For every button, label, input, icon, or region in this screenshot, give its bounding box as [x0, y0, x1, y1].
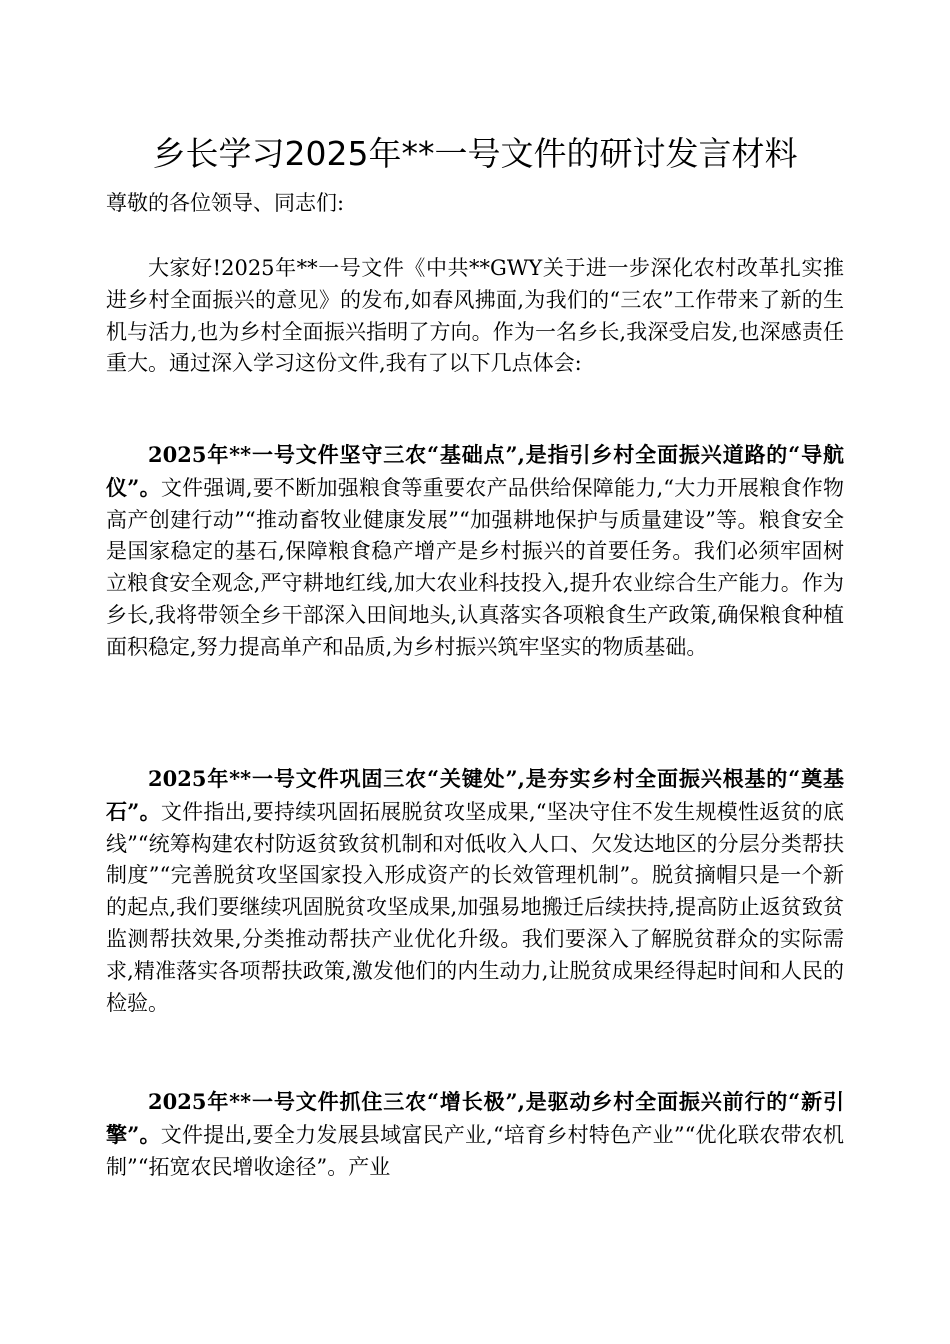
document-title: 乡长学习2025年**一号文件的研讨发言材料 — [152, 134, 798, 173]
paragraph-point-1-heading: 2025年**一号文件坚守三农“基础点”,是指引乡村全面振兴道路的“导航仪”。 — [106, 442, 844, 500]
paragraph-point-3 — [106, 1086, 844, 1183]
salutation: 尊敬的各位领导、同志们: — [106, 191, 345, 215]
paragraph-point-1 — [106, 439, 844, 664]
paragraph-point-2 — [106, 763, 844, 1019]
paragraph-intro — [106, 253, 844, 380]
paragraph-point-2-body: 文件指出,要持续巩固拓展脱贫攻坚成果,“坚决守住不发生规模性返贫的底线”“统筹构建农村防返贫致贫机制和对低收入人口、欠发达地区的分层分类帮扶制度”“完善脱贫攻坚国家投入形成资产的长效管理机制”。脱贫摘帽只是一个新的起点,我们要继续巩固脱贫攻坚成果,加强易地搬迁后续扶持,提高防止返贫致贫监测帮扶效果,分类推动帮扶产业优化升级。我们要深入了解脱贫群众的实际需求,精准落实各项帮扶政策,激发他们的内生动力,让脱贫成果经得起时间和人民的检验。 — [106, 799, 844, 1015]
document-page — [106, 0, 844, 1344]
paragraph-intro-body: 大家好!2025年**一号文件《中共**GWY关于进一步深化农村改革扎实推进乡村全面振兴的意见》的发布,如春风拂面,为我们的“三农”工作带来了新的生机与活力,也为乡村全面振兴指明了方向。作为一名乡长,我深受启发,也深感责任重大。通过深入学习这份文件,我有了以下几点体会: — [106, 256, 844, 376]
paragraph-point-3-body: 文件提出,要全力发展县域富民产业,“培育乡村特色产业”“优化联农带农机制”“拓宽农民增收途径”。产业 — [106, 1122, 844, 1179]
paragraph-point-2-heading: 2025年**一号文件巩固三农“关键处”,是夯实乡村全面振兴根基的“奠基石”。 — [106, 766, 844, 824]
paragraph-point-1-body: 文件强调,要不断加强粮食等重要农产品供给保障能力,“大力开展粮食作物高产创建行动”“推动畜牧业健康发展”“加强耕地保护与质量建设”等。粮食安全是国家稳定的基石,保障粮食稳产增产是乡村振兴的首要任务。我们必须牢固树立粮食安全观念,严守耕地红线,加大农业科技投入,提升农业综合生产能力。作为乡长,我将带领全乡干部深入田间地头,认真落实各项粮食生产政策,确保粮食种植面积稳定,努力提高单产和品质,为乡村振兴筑牢坚实的物质基础。 — [106, 475, 844, 659]
paragraph-point-3-heading: 2025年**一号文件抓住三农“增长极”,是驱动乡村全面振兴前行的“新引擎”。 — [106, 1089, 844, 1147]
